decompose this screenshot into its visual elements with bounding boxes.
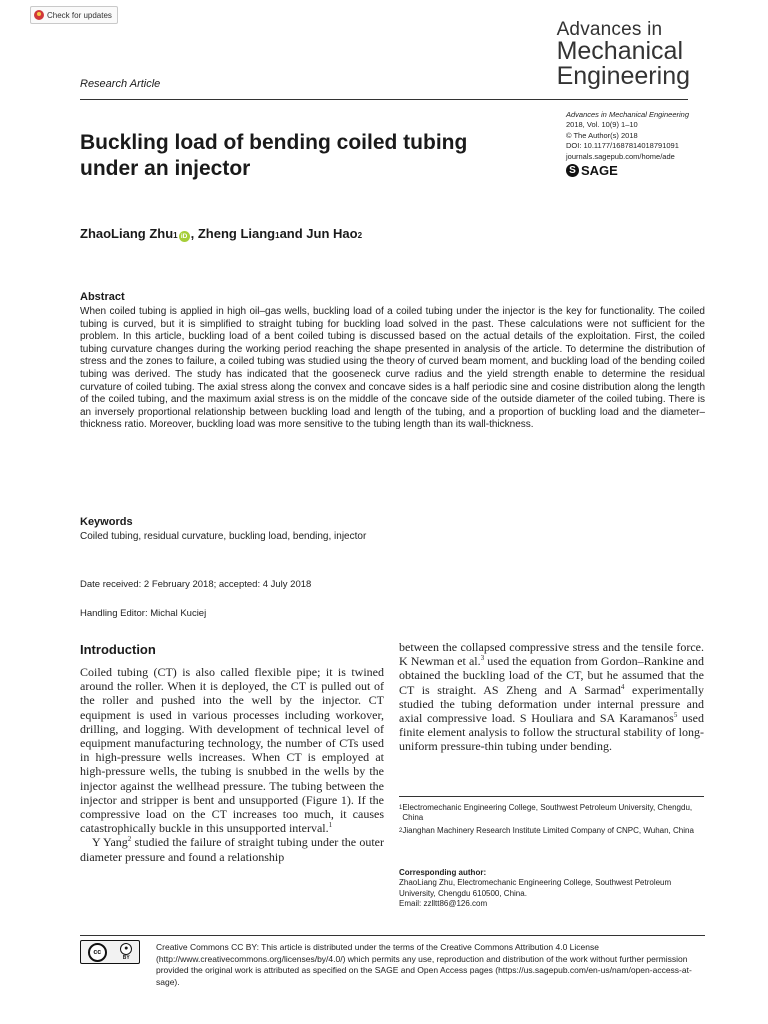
author-3[interactable]: and Jun Hao bbox=[279, 226, 358, 241]
article-metadata bbox=[566, 110, 689, 162]
handling-editor: Handling Editor: Michal Kuciej bbox=[80, 608, 207, 619]
footer-divider bbox=[80, 935, 705, 936]
introduction-heading: Introduction bbox=[80, 642, 156, 657]
meta-volume: 2018, Vol. 10(9) 1–10 bbox=[566, 120, 638, 130]
corresponding-address: ZhaoLiang Zhu, Electromechanic Engineering College, Southwest Petroleum University, Chengdu 610500, China. bbox=[399, 878, 672, 898]
author-1-affil: 1 bbox=[173, 231, 178, 240]
crossmark-icon bbox=[34, 10, 44, 20]
abstract-heading: Abstract bbox=[80, 291, 125, 303]
affiliation-number: 2 bbox=[399, 827, 403, 834]
author-2-affil: 1 bbox=[275, 231, 280, 240]
author-3-affil: 2 bbox=[357, 231, 363, 240]
license-text: Creative Commons CC BY: This article is distributed under the terms of the Creative Commons Attribution 4.0 License (http://www.creativecommons.org/licenses/by/4.0/) which permits any use, reproduction and distribution of the work without further permission provided the original work is attributed as specified on the SAGE and Open Access pages (https://us.sagepub.com/en-us/nam/open-access-at-sage). bbox=[156, 942, 692, 987]
intro-paragraph-continued bbox=[399, 640, 704, 754]
affiliation-1 bbox=[399, 803, 704, 824]
meta-doi[interactable]: DOI: 10.1177/1687814018791091 bbox=[566, 141, 679, 151]
by-icon bbox=[120, 943, 132, 961]
article-type: Research Article bbox=[80, 78, 161, 90]
intro-r2-text: used the equation from Gordon–Rankine and obtained the buckling load of the CT, but he assumed that the CT is straight. AS Zheng and A Sarmad bbox=[399, 654, 704, 697]
journal-title-line3: Engineering bbox=[556, 62, 690, 90]
creative-commons-logo[interactable] bbox=[80, 940, 140, 964]
by-label: BY bbox=[122, 955, 130, 961]
citation-2[interactable]: 2 bbox=[127, 835, 132, 844]
intro-r4-text: used finite element analysis to follow the structural stability of long-uniform pressure-thin tubing under bending. bbox=[399, 711, 704, 754]
publisher-name: SAGE bbox=[581, 163, 618, 178]
intro-p1-text: Coiled tubing (CT) is also called flexible pipe; it is twined around the roller. When it is deployed, the CT is pulled out of the roller and pushed into the well by the injector. CT equipment is used in various processes including workover, drilling, and logging. With development of technical level of equipment manufacturing technology, the number of CTs used in high-pressure wells increases. When CT is employed at high-pressure wells, the tubing is snubbed in the wells by the injector against the wellhead pressure. The tubing between the injector and stripper is bent and unsupported (Figure 1). If the compressive load on the CT increases too much, it causes catastrophically buckle in this unsupported interval. bbox=[80, 665, 384, 836]
affiliation-2 bbox=[399, 826, 704, 836]
intro-paragraph-1 bbox=[80, 665, 384, 835]
author-list bbox=[80, 226, 362, 242]
date-received: Date received: 2 February 2018; accepted: 4 July 2018 bbox=[80, 579, 312, 590]
footnote-divider bbox=[399, 796, 704, 797]
affiliations bbox=[399, 803, 704, 836]
orcid-icon[interactable]: iD bbox=[179, 231, 190, 242]
intro-left-column bbox=[80, 665, 384, 864]
meta-journal-name: Advances in Mechanical Engineering bbox=[566, 110, 689, 119]
affiliation-text: Electromechanic Engineering College, Southwest Petroleum University, Chengdu, China bbox=[402, 803, 693, 823]
journal-title-line2: Mechanical bbox=[556, 37, 684, 65]
intro-right-column bbox=[399, 640, 704, 754]
intro-p2-author: Y Yang bbox=[92, 835, 128, 850]
author-1[interactable]: ZhaoLiang Zhu bbox=[80, 226, 174, 241]
citation-1[interactable]: 1 bbox=[328, 821, 333, 830]
check-for-updates-button[interactable] bbox=[30, 6, 118, 24]
citation-3[interactable]: 3 bbox=[480, 654, 485, 663]
citation-4[interactable]: 4 bbox=[620, 682, 625, 691]
corresponding-label: Corresponding author: bbox=[399, 868, 487, 877]
corresponding-email[interactable]: Email: zzlltt86@126.com bbox=[399, 899, 488, 909]
header-divider bbox=[80, 99, 688, 100]
intro-r3-text: experimentally studied the tubing deformation under internal pressure and axial compressive load. S Houliara and SA Karamanos bbox=[399, 682, 704, 726]
affiliation-text: Jianghan Machinery Research Institute Limited Company of CNPC, Wuhan, China bbox=[402, 825, 694, 835]
license-text-block bbox=[80, 942, 705, 988]
sage-s-icon: S bbox=[566, 164, 579, 177]
meta-copyright: © The Author(s) 2018 bbox=[566, 130, 638, 140]
author-2[interactable]: , Zheng Liang bbox=[190, 226, 276, 241]
cc-icon: cc bbox=[88, 943, 107, 962]
intro-p2-text: studied the failure of straight tubing under the outer diameter pressure and found a relationship bbox=[80, 835, 384, 864]
intro-paragraph-2 bbox=[80, 835, 384, 863]
citation-5[interactable]: 5 bbox=[673, 711, 678, 720]
abstract-text: When coiled tubing is applied in high oil–gas wells, buckling load of a coiled tubing under the injector is the key for functionality. The coiled tubing is curved, but it is simplified to straight tubing for buckling load solved in the past. These calculations were not sufficient for the problem. In this article, buckling load of a bent coiled tubing is discussed based on the actual details of the exploitation. First, the coiled tubing curvature changes during the working period reaching the shape presented in analysis of the article. To determine the distribution of stress and the zones to failure, a coiled tubing was studied using the theory of curved beam moment, and buckling load of the bending coiled tubing was derived. The study has indicated that the gooseneck curve radius and the yield strength enable to determine the residual curvature of coiled tubing. The axial stress along the convex and concave sides is a half periodic sine and cosine distribution along the length of the coiled tubing, and the maximum axial stress is on the middle of the concave side of the outside diameter of the coiled tubing. There is an inversely proportional relationship between buckling load and length of the tubing, and a proportion of buckling load and the diameter–thickness ratio. Moreover, buckling load was more sensitive to the tubing length than its wall-thickness. bbox=[80, 306, 705, 431]
person-icon: ● bbox=[120, 943, 132, 955]
meta-url[interactable]: journals.sagepub.com/home/ade bbox=[566, 151, 675, 161]
article-title: Buckling load of bending coiled tubing under an injector bbox=[80, 131, 468, 180]
journal-title-line1: Advances in bbox=[556, 19, 663, 40]
keywords-heading: Keywords bbox=[80, 516, 133, 528]
journal-masthead bbox=[557, 20, 690, 89]
check-for-updates-label: Check for updates bbox=[47, 10, 112, 20]
publisher-logo bbox=[566, 163, 618, 178]
affiliation-number: 1 bbox=[399, 805, 403, 811]
intro-r1-text: between the collapsed compressive stress and the tensile force. K Newman et al. bbox=[399, 640, 704, 669]
corresponding-author bbox=[399, 868, 704, 910]
keywords-text: Coiled tubing, residual curvature, buckling load, bending, injector bbox=[80, 531, 367, 542]
